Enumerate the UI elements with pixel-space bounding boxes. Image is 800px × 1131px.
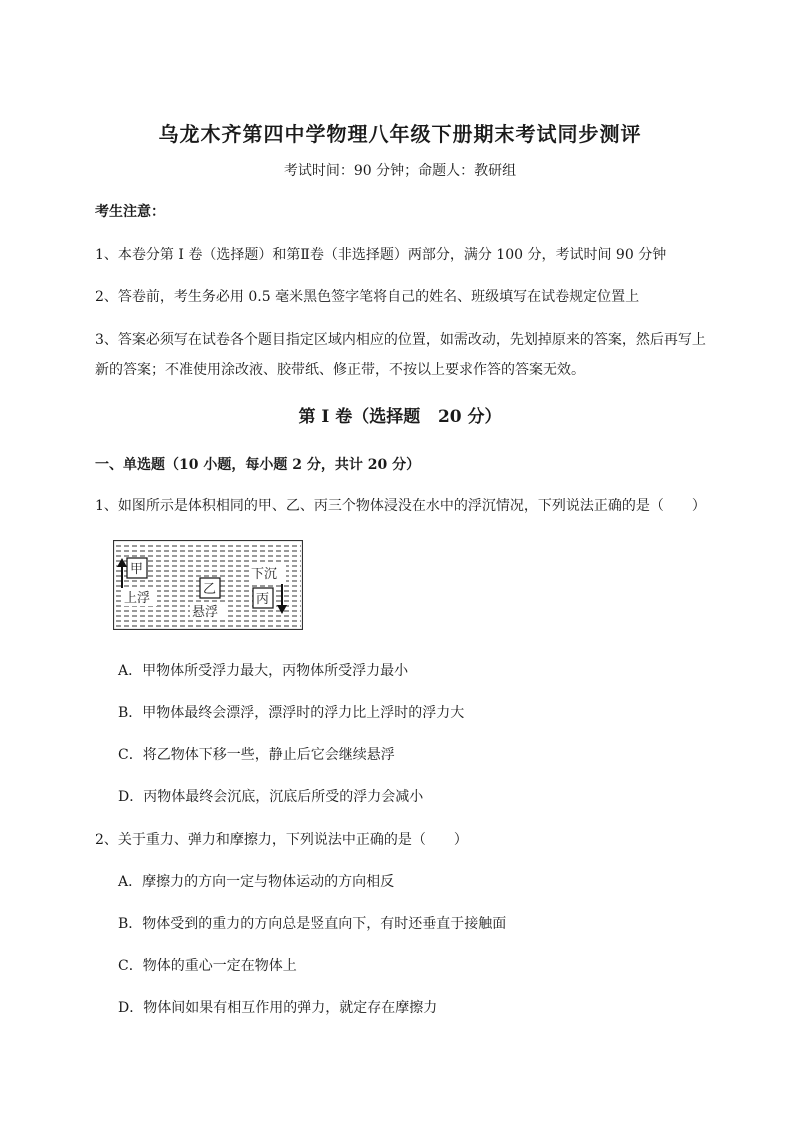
question-2-option-c: C．物体的重心一定在物体上 xyxy=(118,958,297,974)
suspend-label: 悬浮 xyxy=(192,605,219,620)
float-up-label: 上浮 xyxy=(124,591,151,606)
object-b-label: 乙 xyxy=(203,582,217,597)
buoyancy-figure xyxy=(113,540,303,630)
question-2-option-a: A．摩擦力的方向一定与物体运动的方向相反 xyxy=(118,874,395,890)
section-title: 第 I 卷（选择题 20 分） xyxy=(298,407,502,427)
question-2-stem: 2、关于重力、弹力和摩擦力，下列说法中正确的是（ ） xyxy=(95,832,468,848)
exam-subtitle: 考试时间：90 分钟；命题人：教研组 xyxy=(283,163,517,179)
object-a-label: 甲 xyxy=(130,562,144,577)
down-arrow-icon xyxy=(277,584,287,614)
object-c xyxy=(253,588,273,608)
notice-heading: 考生注意： xyxy=(95,204,165,220)
question-1-stem: 1、如图所示是体积相同的甲、乙、丙三个物体浸没在水中的浮沉情况，下列说法正确的是（ ） xyxy=(95,498,706,514)
notice-item-1: 1、本卷分第 I 卷（选择题）和第Ⅱ卷（非选择题）两部分，满分 100 分，考试时间 90 分钟 xyxy=(95,247,667,263)
object-c-label: 丙 xyxy=(256,592,270,607)
question-1-option-a: A．甲物体所受浮力最大，丙物体所受浮力最小 xyxy=(118,663,409,679)
up-arrow-icon xyxy=(117,558,127,588)
notice-item-3: 3、答案必须写在试卷各个题目指定区域内相应的位置，如需改动，先划掉原来的答案，然后再写上新的答案；不准使用涂改液、胶带纸、修正带，不按以上要求作答的答案无效。 xyxy=(95,332,706,378)
question-1-option-c: C．将乙物体下移一些，静止后它会继续悬浮 xyxy=(118,747,395,763)
question-2-option-b: B．物体受到的重力的方向总是竖直向下，有时还垂直于接触面 xyxy=(118,916,507,932)
object-a xyxy=(127,558,147,578)
object-b xyxy=(200,578,220,598)
part-heading: 一、单选题（10 小题，每小题 2 分，共计 20 分） xyxy=(95,457,421,473)
question-1-option-d: D．丙物体最终会沉底，沉底后所受的浮力会减小 xyxy=(118,789,424,805)
notice-item-2: 2、答卷前，考生务必用 0.5 毫米黑色签字笔将自己的姓名、班级填写在试卷规定位置上 xyxy=(95,289,640,305)
question-2-option-d: D．物体间如果有相互作用的弹力，就定存在摩擦力 xyxy=(118,1000,438,1016)
exam-title: 乌龙木齐第四中学物理八年级下册期末考试同步测评 xyxy=(158,122,642,146)
question-1-option-b: B．甲物体最终会漂浮，漂浮时的浮力比上浮时的浮力大 xyxy=(118,705,465,721)
sink-label: 下沉 xyxy=(251,567,278,582)
